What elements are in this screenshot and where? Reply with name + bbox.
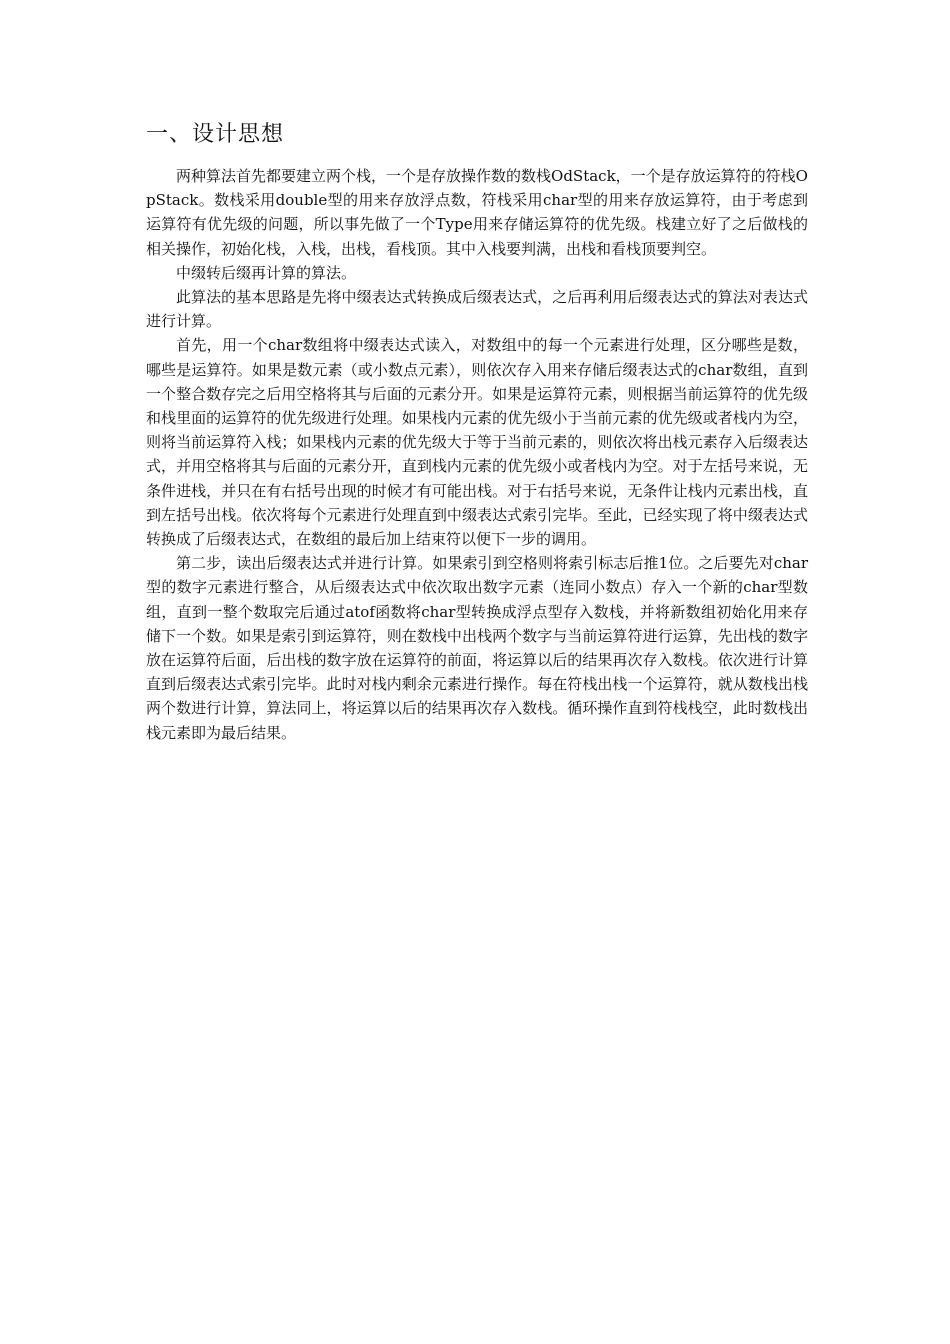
document-body bbox=[146, 118, 808, 745]
section-heading: 一、设计思想 bbox=[146, 122, 285, 147]
paragraph-basic-idea: 此算法的基本思路是先将中缀表达式转换成后缀表达式，之后再利用后缀表达式的算法对表达式进行计算。 bbox=[146, 288, 808, 331]
paragraph-postfix-evaluation: 第二步，读出后缀表达式并进行计算。如果索引到空格则将索引标志后推1位。之后要先对char型的数字元素进行整合，从后缀表达式中依次取出数字元素（连同小数点）存入一个新的char型数组，直到一整个数取完后通过atof函数将char型转换成浮点型存入数栈，并将新数组初始化用来存储下一个数。如果是索引到运算符，则在数栈中出栈两个数字与当前运算符进行运算，先出栈的数字放在运算符后面，后出栈的数字放在运算符的前面，将运算以后的结果再次存入数栈。依次进行计算直到后缀表达式索引完毕。此时对栈内剩余元素进行操作。每在符栈出栈一个运算符，就从数栈出栈两个数进行计算，算法同上，将运算以后的结果再次存入数栈。循环操作直到符栈栈空，此时数栈出栈元素即为最后结果。 bbox=[146, 554, 808, 742]
paragraph-infix-to-postfix: 首先，用一个char数组将中缀表达式读入，对数组中的每一个元素进行处理，区分哪些是数，哪些是运算符。如果是数元素（或小数点元素），则依次存入用来存储后缀表达式的char数组，直到一个整合数存完之后用空格将其与后面的元素分开。如果是运算符元素，则根据当前运算符的优先级和栈里面的运算符的优先级进行处理。如果栈内元素的优先级小于当前元素的优先级或者栈内为空，则将当前运算符入栈；如果栈内元素的优先级大于等于当前元素的，则依次将出栈元素存入后缀表达式，并用空格将其与后面的元素分开，直到栈内元素的优先级小或者栈内为空。对于左括号来说，无条件进栈，并只在有右括号出现的时候才有可能出栈。对于右括号来说，无条件让栈内元素出栈，直到左括号出栈。依次将每个元素进行处理直到中缀表达式索引完毕。至此，已经实现了将中缀表达式转换成了后缀表达式，在数组的最后加上结束符以便下一步的调用。 bbox=[146, 336, 808, 549]
paragraph-algorithm-title: 中缀转后缀再计算的算法。 bbox=[176, 263, 357, 282]
paragraph-stacks-intro: 两种算法首先都要建立两个栈，一个是存放操作数的数栈OdStack，一个是存放运算符的符栈OpStack。数栈采用double型的用来存放浮点数，符栈采用char型的用来存放运算符，由于考虑到运算符有优先级的问题，所以事先做了一个Type用来存储运算符的优先级。栈建立好了之后做栈的相关操作，初始化栈，入栈，出栈，看栈顶。其中入栈要判满，出栈和看栈顶要判空。 bbox=[146, 167, 808, 258]
